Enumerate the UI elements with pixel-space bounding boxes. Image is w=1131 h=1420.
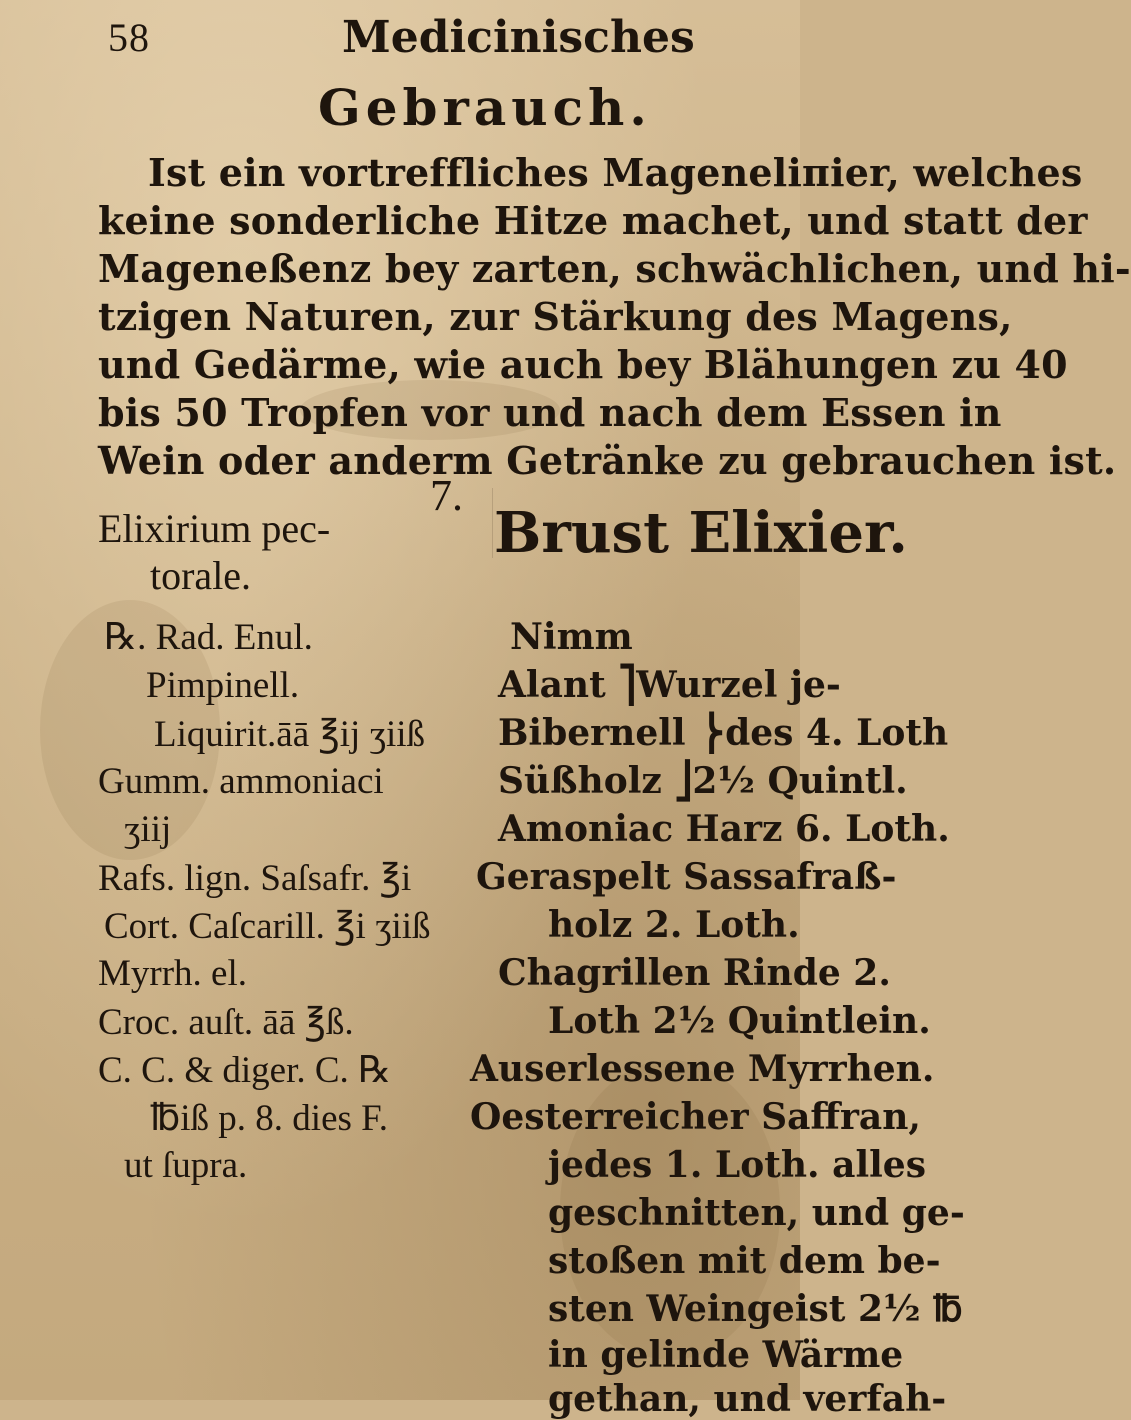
latin-title-line: torale. (150, 553, 252, 598)
running-head: Medicinisches (342, 12, 695, 63)
paragraph-line: tzigen Naturen, zur Stärkung des Magens, (98, 294, 1013, 339)
latin-ingredient-line: ut ſupra. (124, 1145, 248, 1186)
german-ingredient-line: stoßen mit dem be- (548, 1240, 941, 1282)
latin-ingredient-line: Croc. auſt. āā ℥ß. (98, 1002, 354, 1043)
german-ingredient-line: gethan, und verfah- (548, 1378, 947, 1420)
latin-ingredient-line: Cort. Caſcarill. ℥i ʒiiß (104, 906, 431, 947)
german-ingredient-line: Loth 2½ Quintlein. (548, 1000, 931, 1042)
german-ingredient-line: jedes 1. Loth. alles (548, 1144, 926, 1186)
german-ingredient-line: sten Weingeist 2½ ℔ (548, 1288, 963, 1330)
paragraph-line: Wein oder anderm Getränke zu gebrauchen ist. (98, 438, 1117, 483)
german-ingredient-line: Auserlessene Myrrhen. (470, 1048, 935, 1090)
latin-title-line: Elixirium pec- (98, 506, 331, 551)
latin-ingredient-line: Rafs. lign. Saſsafr. ℥i (98, 858, 412, 899)
german-ingredient-line: Chagrillen Rinde 2. (498, 952, 891, 994)
paragraph-line: Ist ein vortreffliches Mageneliпier, welches (148, 150, 1083, 195)
latin-ingredient-line: C. C. & diger. C. ℞ (98, 1050, 392, 1091)
paragraph-line: Mageneßenz bey zarten, schwächlichen, und hi- (98, 246, 1131, 291)
latin-ingredient-line: ℞. Rad. Enul. (104, 617, 313, 658)
column-divider (492, 488, 493, 558)
latin-ingredient-line: ʒiij (124, 809, 172, 850)
german-ingredient-line: Oesterreicher Saffran, (470, 1096, 921, 1138)
paragraph-line: und Gedärme, wie auch bey Blähungen zu 40 (98, 342, 1068, 387)
section-title: Gebrauch. (318, 78, 652, 137)
german-ingredient-line: Nimm (510, 616, 633, 658)
recipe-number: 7. (430, 471, 463, 520)
latin-ingredient-line: Pimpinell. (146, 665, 300, 706)
german-ingredient-line: holz 2. Loth. (548, 904, 800, 946)
latin-ingredient-line: ℔iß p. 8. dies F. (150, 1098, 389, 1139)
latin-ingredient-line: Liquirit.āā ℥ij ʒiiß (154, 714, 426, 755)
german-ingredient-line: in gelinde Wärme (548, 1334, 904, 1376)
german-ingredient-line: Bibernell ⎬des 4. Loth (498, 712, 949, 754)
german-ingredient-line: Amoniac Harz 6. Loth. (498, 808, 950, 850)
german-ingredient-line: Süßholz ⎦2½ Quintl. (498, 760, 908, 802)
paragraph-line: bis 50 Tropfen vor und nach dem Essen in (98, 390, 1002, 435)
latin-ingredient-line: Gumm. ammoniaci (98, 761, 384, 802)
german-ingredient-line: Geraspelt Sassafraß- (476, 856, 897, 898)
latin-ingredient-line: Myrrh. el. (98, 953, 247, 994)
page-number: 58 (108, 15, 150, 60)
german-title: Brust Elixier. (494, 500, 908, 566)
paragraph-line: keine sonderliche Hitze machet, und statt der (98, 198, 1088, 243)
german-ingredient-line: Alant ⎤Wurzel je- (498, 664, 841, 706)
german-ingredient-line: geschnitten, und ge- (548, 1192, 965, 1234)
